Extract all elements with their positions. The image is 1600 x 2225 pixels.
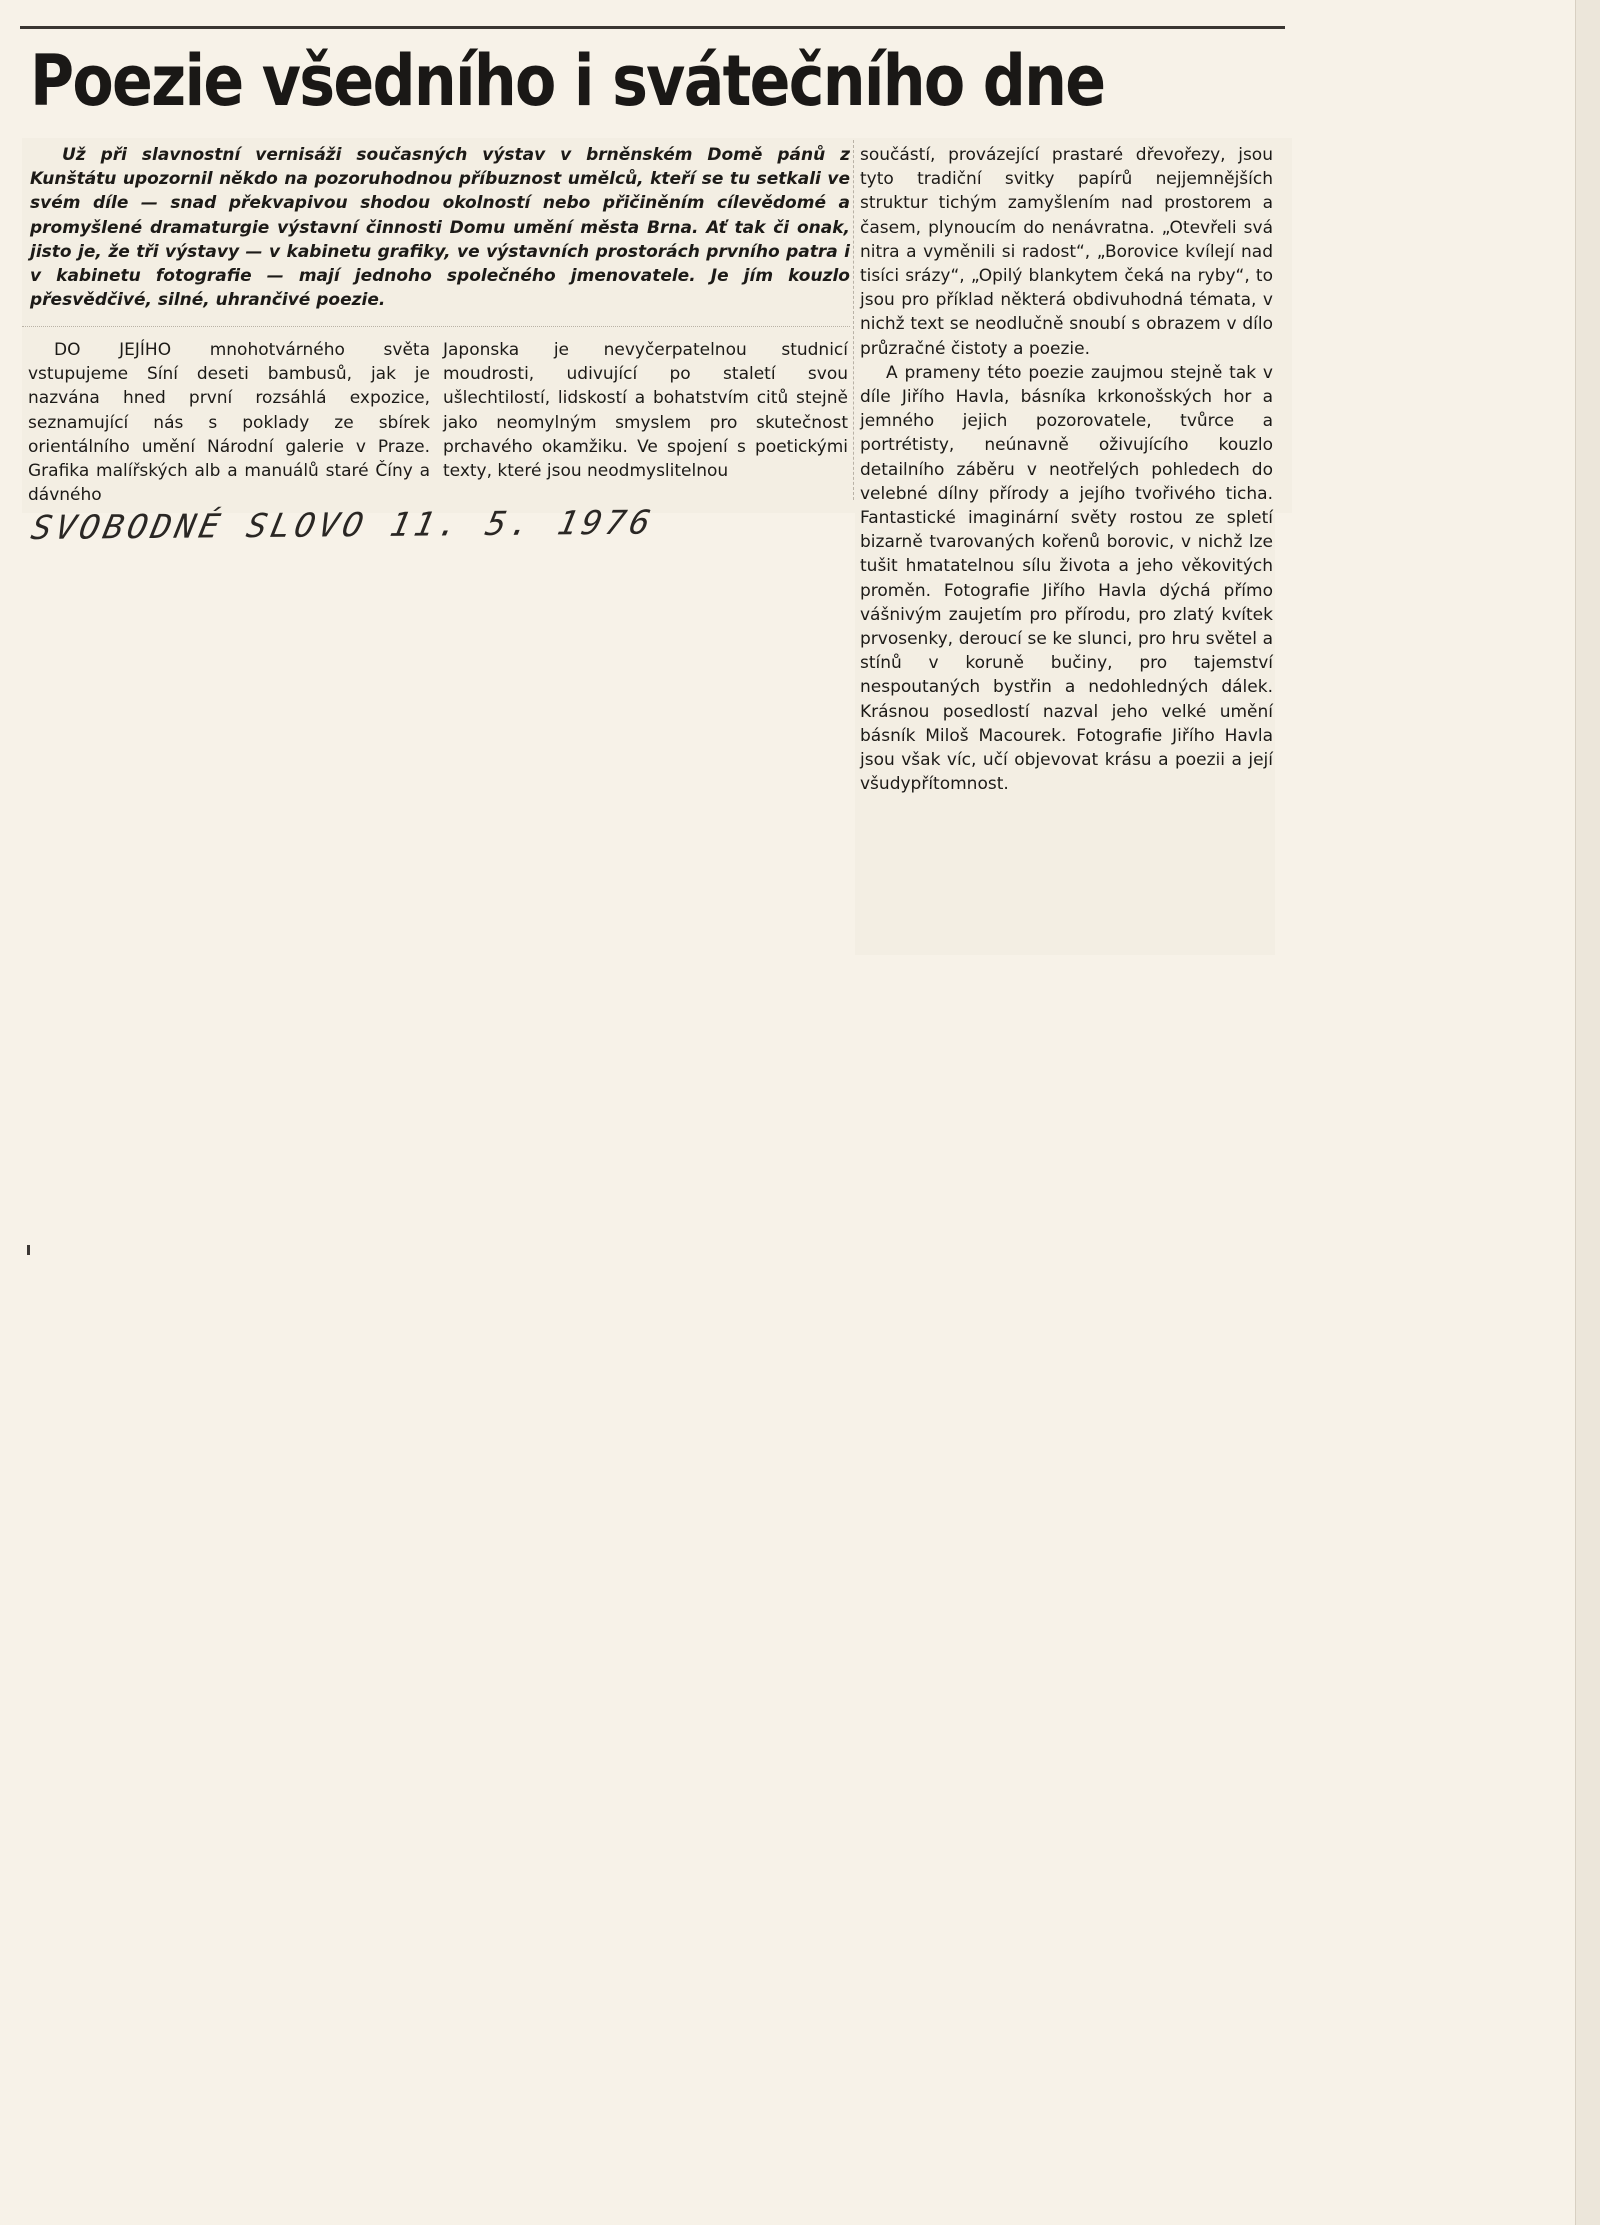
paper-speck [27,1245,30,1255]
paragraph: DO JEJÍHO mnohotvárného světa vstupujeme Síní deseti bambusů, jak je nazvána hned první rozsáhlá expozice, seznamující nás s poklady ze sbírek orientálního umění Národní galerie v Praze. Grafika malířských alb a manuálů staré Číny a dávného [28,340,430,506]
lead-separator [22,326,850,327]
article-column-3 [860,143,1273,796]
handwritten-source-note: SVOBODNÉ SLOVO 11. 5. 1976 [28,502,658,547]
article-lead: Už při slavnostní vernisáži současných výstav v brněnském Domě pánů z Kunštátu upozornil někdo na pozoruhodnou příbuznost umělců, kteří se tu setkali ve svém díle — snad překvapivou shodou okolností nebo přičiněním cílevědomé a promyšlené dramaturgie výstavní činnosti Domu umění města Brna. Ať tak či onak, jisto je, že tři výstavy — v kabinetu grafiky, ve výstavních prostorách prvního patra i v kabinetu fotografie — mají jednoho společného jmenovatele. Je jím kouzlo přesvědčivé, silné, uhrančivé poezie. [30,145,850,311]
paper-edge [1575,0,1600,2225]
article-column-2 [443,338,848,483]
paragraph: A prameny této poezie zaujmou stejně tak v díle Jiřího Havla, básníka krkonošských hor a jemného jejich pozorovatele, tvůrce a portrétisty, neúnavně oživujícího kouzlo detailního záběru v neotřelých pohledech do velebné dílny přírody a jejího tvořivého ticha. Fantastické imaginární světy rostou ze spletí bizarně tvarovaných kořenů borovic, v nichž lze tušit hmatatelnou sílu života a jeho věkovitých proměn. Fotografie Jiřího Havla dýchá přímo vášnivým zaujetím pro přírodu, pro zlatý kvítek prvosenky, deroucí se ke slunci, pro hru světel a stínů v koruně bučiny, pro tajemství nespoutaných bystřin a nedohledných dálek. Krásnou posedlostí nazval jeho velké umění básník Miloš Macourek. Fotografie Jiřího Havla jsou však víc, učí objevovat krásu a poezii a její všudypřítomnost. [860,362,1273,795]
article-headline: Poezie všedního i svátečního dne [30,40,1105,122]
article-column-1 [28,338,430,507]
top-rule [20,26,1285,29]
column-separator [853,140,854,500]
paragraph: Japonska je nevyčerpatelnou studnicí moudrosti, udivující po staletí svou ušlechtilostí, lidskostí a bohatstvím citů stejně jako neomylným smyslem pro skutečnost prchavého okamžiku. Ve spojení s poetickými texty, které jsou neodmyslitelnou [443,340,848,482]
paragraph: součástí, provázející prastaré dřevořezy, jsou tyto tradiční svitky papírů nejjemnějších struktur tichým zamyšlením nad prostorem a časem, plynoucím do nenávratna. „Otevřeli svá nitra a vyměnili si radost“, „Borovice kvílejí nad tisíci srázy“, „Opilý blankytem čeká na ryby“, to jsou pro příklad některá obdivuhodná témata, v nichž text se neodlučně snoubí s obrazem v dílo průzračné čistoty a poezie. [860,145,1273,359]
